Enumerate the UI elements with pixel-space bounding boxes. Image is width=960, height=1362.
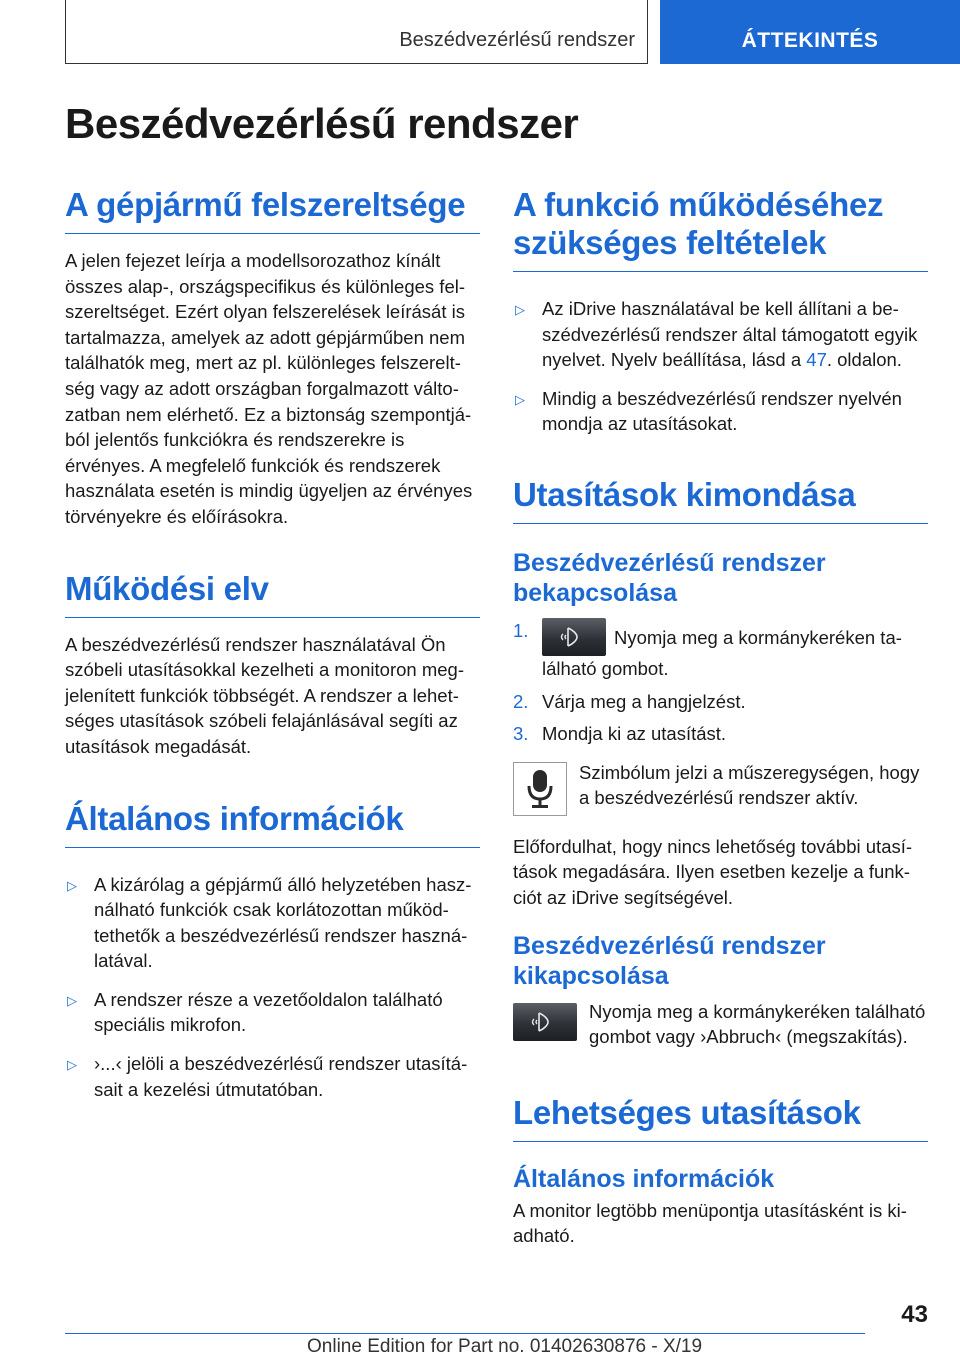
- subsection-title-activate: Beszédvezérlésű rendszer bekapcsolása: [513, 548, 826, 607]
- section-title-commands: Utasítások kimondása: [513, 476, 928, 524]
- section-title-general-info: Általános információk: [65, 800, 480, 848]
- footer-edition-text: Online Edition for Part no. 01402630876 - X/19: [307, 1336, 703, 1357]
- section-title-requirements: A funkció működéséhez szükséges feltételek: [513, 186, 928, 272]
- header-section-box: [65, 0, 648, 64]
- list-item: ▷ Az iDrive használatával be kell állítani a beszédvezérlésű rendszer által támogatott egyik nyelvet. Nyelv beállítása, lásd a 47. oldalon.: [515, 298, 918, 371]
- symbol-paragraph: Szimbólum jelzi a műszeregységen, hogy a beszédvezérlésű rendszer aktív.: [579, 761, 920, 809]
- requirements-list: [513, 296, 928, 437]
- deactivate-block: [513, 999, 928, 1050]
- section-title-possible-commands: Lehetséges utasítások: [513, 1094, 928, 1142]
- general-info-paragraph: A monitor legtöbb menüpontja utasításként is kiadható.: [513, 1199, 907, 1247]
- page-title: Beszédvezérlésű rendszer: [65, 100, 579, 147]
- section-title-equipment: A gépjármű felszereltsége: [65, 186, 480, 234]
- general-info-list: [65, 872, 480, 1103]
- step-item: 3. Mondja ki az utasítást.: [513, 723, 727, 745]
- footer-divider: [65, 1333, 865, 1334]
- triangle-bullet-icon: ▷: [67, 992, 77, 1008]
- alternative-note: Előfordulhat, hogy nincs lehetőség további utasítások megadására. Ilyen esetben kezelje a funkciót az iDrive segítségével.: [513, 835, 913, 908]
- page-reference-link[interactable]: 47: [806, 349, 827, 371]
- list-item: ▷ ›...‹ jelöli a beszédvezérlésű rendszer utasításait a kezelési útmutatóban.: [67, 1053, 468, 1100]
- deactivate-paragraph: Nyomja meg a kormánykeréken található gombot vagy ›Abbruch‹ (megszakítás).: [589, 1000, 926, 1048]
- triangle-bullet-icon: ▷: [515, 391, 525, 407]
- microphone-icon: [513, 762, 567, 816]
- header-chapter-title: ÁTTEKINTÉS: [741, 29, 879, 52]
- subsection-title-deactivate: Beszédvezérlésű rendszer kikapcsolása: [513, 931, 826, 990]
- subsection-title-general-info: Általános információk: [513, 1164, 775, 1193]
- header-section-title: Beszédvezérlésű rendszer: [399, 29, 635, 51]
- triangle-bullet-icon: ▷: [67, 877, 77, 893]
- section-title-principle: Működési elv: [65, 570, 480, 618]
- step-item: 1. Nyomja meg a kormánykeréken található gombot.: [513, 619, 902, 679]
- activate-steps: [513, 618, 928, 747]
- voice-button-icon: [513, 1003, 577, 1041]
- principle-paragraph: A beszédvezérlésű rendszer használatával Ön szóbeli utasításokkal kezelheti a monitoron megjelenített funkciók többségét. A rendszer a lehetséges utasítások szóbeli felajánlásával segíti az utasítások megadását.: [65, 633, 464, 757]
- left-column: [65, 186, 480, 1115]
- triangle-bullet-icon: ▷: [67, 1057, 77, 1073]
- triangle-bullet-icon: ▷: [515, 302, 525, 317]
- page-number: 43: [901, 1301, 928, 1328]
- list-item: ▷ A rendszer része a vezetőoldalon található speciális mikrofon.: [67, 988, 443, 1036]
- step-item: 2. Várja meg a hangjelzést.: [513, 690, 746, 712]
- list-item: ▷ Mindig a beszédvezérlésű rendszer nyelvén mondja az utasításokat.: [515, 387, 902, 435]
- symbol-note: [513, 760, 928, 820]
- list-item: ▷ A kizárólag a gépjármű álló helyzetében használható funkciók csak korlátozottan működtethetők a beszédvezérlésű rendszer használatával.: [67, 873, 472, 972]
- voice-button-icon: [542, 618, 606, 656]
- right-column: [513, 186, 928, 1249]
- header-chapter-tab: [660, 0, 960, 64]
- equipment-paragraph: A jelen fejezet leírja a modellsorozathoz kínált összes alap-, országspecifikus és különleges felszereltséget. Ezért olyan felszerelések leírását is tartalmazza, amelyek az adott gépjárműben nem találhatók meg, mert az pl. különleges felszereltség vagy az adott országban forgalmazott változatban nem elérhető. Ez a biztonság szempontjából jelentős funkciókra és rendszerekre is érvényes. A megfelelő funkciók és rendszerek használata esetén is mindig ügyeljen az érvényes törvényekre és előírásokra.: [65, 250, 473, 527]
